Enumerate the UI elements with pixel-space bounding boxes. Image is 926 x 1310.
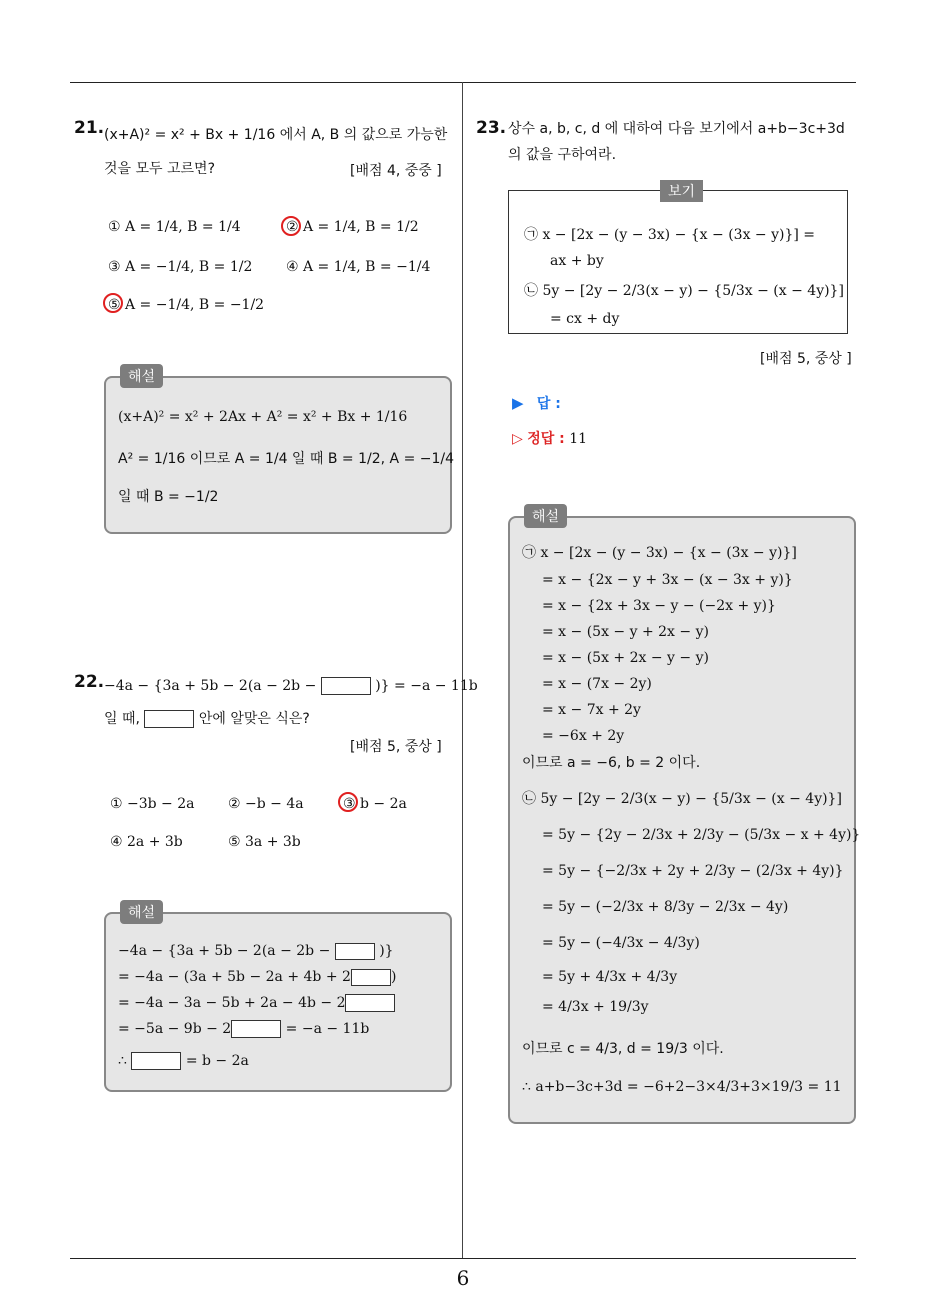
column-divider (462, 82, 463, 1258)
q22-choice-1[interactable]: ① −3b − 2a (110, 796, 195, 812)
q22-solution-line3 (118, 994, 395, 1012)
q22-stem-line2 (104, 710, 310, 728)
q21-score: [배점 4, 중중 ] (350, 163, 442, 179)
top-rule (70, 82, 856, 83)
q21-solution-line1: (x+A)² = x² + 2Ax + A² = x² + Bx + 1/16 (118, 409, 408, 425)
solution-text: −4a − {3a + 5b − 2(a − 2b − (118, 943, 331, 959)
q23-sol-14: = 5y − (−4/3x − 4/3y) (542, 935, 700, 951)
q23-sol-15: = 5y + 4/3x + 4/3y (542, 969, 678, 985)
q23-sol-7: = x − 7x + 2y (542, 702, 641, 718)
bottom-rule (70, 1258, 856, 1259)
q21-choice-5[interactable]: ⑤ A = −1/4, B = −1/2 (108, 297, 265, 313)
answer-blank (335, 943, 375, 960)
q23-stem-line2: 의 값을 구하여라. (508, 147, 617, 163)
q21-choice-2[interactable]: ② A = 1/4, B = 1/2 (286, 219, 419, 235)
bogi-line3: ㉡ 5y − [2y − 2/3(x − y) − {5/3x − (x − 4y)}] (524, 283, 844, 299)
q21-solution-line3: 일 때 B = −1/2 (118, 489, 219, 505)
answer-blank (321, 677, 371, 695)
q23-stem-line1: 상수 a, b, c, d 에 대하여 다음 보기에서 a+b−3c+3d (508, 121, 845, 137)
q23-number: 23. (476, 118, 507, 138)
selected-circle-mark (103, 293, 123, 313)
q23-sol-9: 이므로 a = −6, b = 2 이다. (522, 755, 701, 771)
q22-choice-2[interactable]: ② −b − 4a (228, 796, 304, 812)
q22-solution-tag: 해설 (120, 900, 163, 924)
q23-sol-1: ㉠ x − [2x − (y − 3x) − {x − (3x − y)}] (522, 545, 797, 561)
selected-circle-mark (281, 216, 301, 236)
q21-choice-3[interactable]: ③ A = −1/4, B = 1/2 (108, 259, 253, 275)
solution-text: = −4a − (3a + 5b − 2a + 4b + 2 (118, 969, 351, 985)
answer-row (512, 394, 561, 413)
bogi-tag: 보기 (660, 180, 703, 202)
bogi-line2: ax + by (550, 253, 604, 269)
solution-text: ) (390, 969, 397, 985)
q22-choice-5[interactable]: ⑤ 3a + 3b (228, 834, 301, 850)
q23-sol-2: = x − {2x − y + 3x − (x − 3x + y)} (542, 572, 793, 588)
bogi-line4: = cx + dy (550, 311, 620, 327)
q23-sol-13: = 5y − (−2/3x + 8/3y − 2/3x − 4y) (542, 899, 789, 915)
solution-text: = −a − 11b (285, 1021, 370, 1037)
q22-line2-right: 안에 알맞은 식은? (198, 711, 310, 727)
q23-sol-12: = 5y − {−2/3x + 2y + 2/3y − (2/3x + 4y)} (542, 863, 844, 879)
q22-stem-right: )} = −a − 11b (375, 678, 478, 694)
bogi-line1: ㉠ x − [2x − (y − 3x) − {x − (3x − y)}] = (524, 227, 816, 243)
solution-text: = b − 2a (185, 1053, 249, 1069)
q23-sol-3: = x − {2x + 3x − y − (−2x + y)} (542, 598, 776, 614)
q21-stem-line2: 것을 모두 고르면? (104, 161, 215, 177)
q23-sol-16: = 4/3x + 19/3y (542, 999, 649, 1015)
q23-sol-18: ∴ a+b−3c+3d = −6+2−3×4/3+3×19/3 = 11 (522, 1079, 842, 1095)
page-number: 6 (456, 1266, 470, 1290)
q22-stem-line1 (104, 677, 478, 695)
q23-score: [배점 5, 중상 ] (760, 351, 852, 367)
q23-sol-6: = x − (7x − 2y) (542, 676, 652, 692)
answer-blank (144, 710, 194, 728)
q21-number: 21. (74, 118, 105, 138)
q23-sol-17: 이므로 c = 4/3, d = 19/3 이다. (522, 1041, 724, 1057)
answer-blank (351, 969, 391, 986)
therefore-symbol: ∴ (118, 1053, 127, 1069)
answer-blank (131, 1052, 181, 1070)
q23-solution-tag: 해설 (524, 504, 567, 528)
q22-solution-line1 (118, 942, 394, 960)
q22-solution-line5 (118, 1052, 249, 1070)
q21-solution-tag: 해설 (120, 364, 163, 388)
q22-solution-line2 (118, 968, 396, 986)
q23-sol-5: = x − (5x + 2x − y − y) (542, 650, 709, 666)
selected-circle-mark (338, 792, 358, 812)
q22-line2-left: 일 때, (104, 711, 140, 727)
q21-choice-4[interactable]: ④ A = 1/4, B = −1/4 (286, 259, 431, 275)
outline-arrow-icon: ▷ (512, 431, 523, 447)
q22-choice-4[interactable]: ④ 2a + 3b (110, 834, 183, 850)
q22-choice-3[interactable]: ③ b − 2a (343, 796, 407, 812)
q22-stem-left: −4a − {3a + 5b − 2(a − 2b − (104, 678, 317, 694)
play-arrow-icon: ▶ (512, 394, 524, 412)
answer-label: 답 : (536, 396, 561, 412)
q21-choice-1[interactable]: ① A = 1/4, B = 1/4 (108, 219, 241, 235)
q23-sol-8: = −6x + 2y (542, 728, 625, 744)
solution-text: = −4a − 3a − 5b + 2a − 4b − 2 (118, 995, 346, 1011)
q23-sol-11: = 5y − {2y − 2/3x + 2/3y − (5/3x − x + 4y)} (542, 827, 861, 843)
correct-answer-row (512, 430, 587, 448)
q23-sol-10: ㉡ 5y − [2y − 2/3(x − y) − {5/3x − (x − 4y)}] (522, 791, 842, 807)
q21-solution-line2: A² = 1/16 이므로 A = 1/4 일 때 B = 1/2, A = −1/4 (118, 451, 455, 467)
q21-stem-line1: (x+A)² = x² + Bx + 1/16 에서 A, B 의 값으로 가능한 (104, 127, 448, 143)
q23-sol-4: = x − (5x − y + 2x − y) (542, 624, 709, 640)
solution-text: )} (379, 943, 394, 959)
q22-number: 22. (74, 672, 105, 692)
solution-text: = −5a − 9b − 2 (118, 1021, 232, 1037)
answer-blank (231, 1020, 281, 1038)
answer-blank (345, 994, 395, 1012)
q22-solution-line4 (118, 1020, 369, 1038)
correct-value: 11 (569, 431, 588, 447)
correct-label: 정답 : (527, 431, 565, 447)
q22-score: [배점 5, 중상 ] (350, 739, 442, 755)
